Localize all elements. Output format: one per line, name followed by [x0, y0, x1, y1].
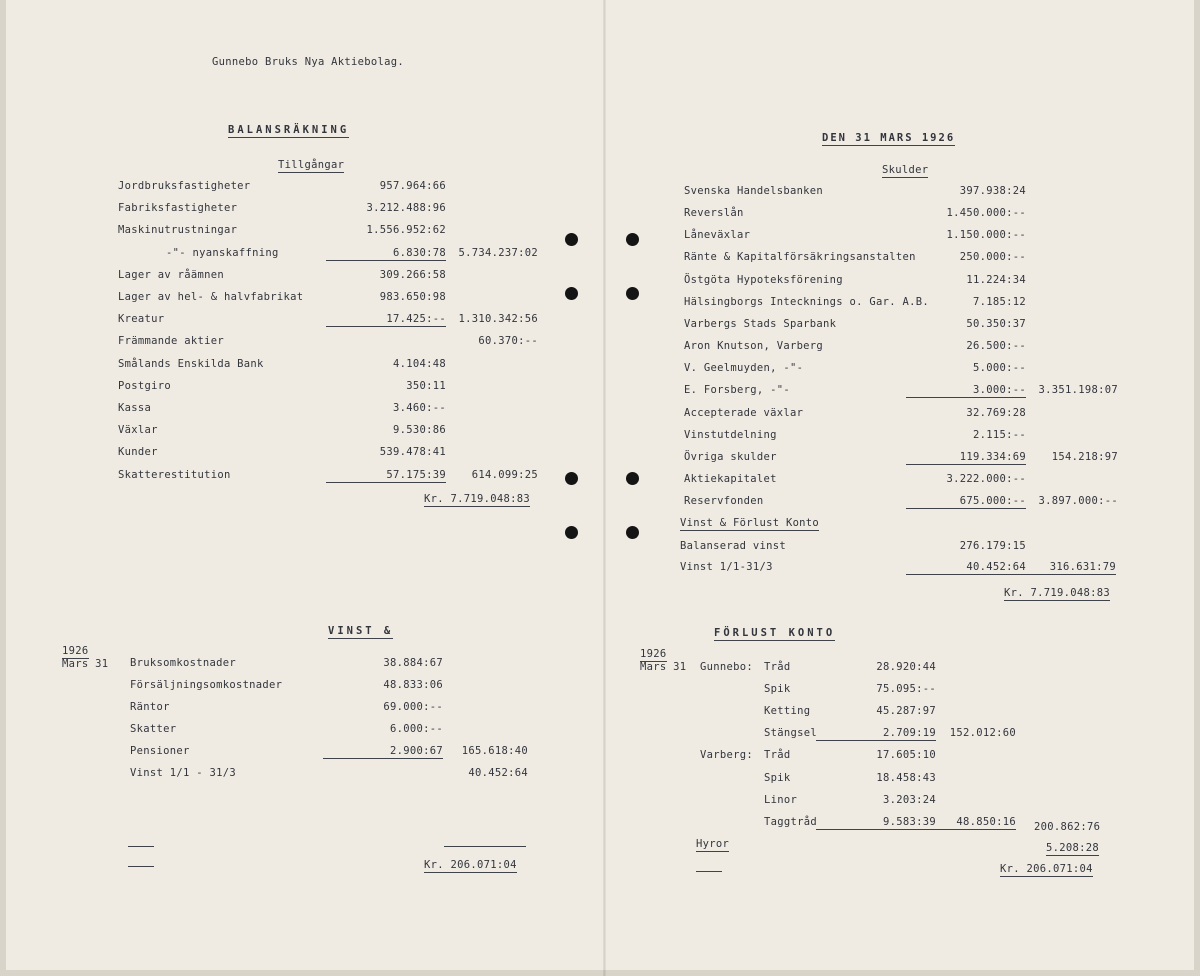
- costs-grand-total: Kr. 206.071:04: [424, 859, 517, 871]
- liability-label: Aron Knutson, Varberg: [684, 340, 824, 352]
- assets-heading: Tillgångar: [278, 159, 345, 171]
- cost-amount: 38.884:67: [383, 657, 443, 669]
- pl-date-left: Mars 31: [62, 658, 109, 670]
- page-fold: [603, 0, 606, 976]
- income-amount: 17.605:10: [876, 749, 936, 761]
- punch-hole: [626, 233, 639, 246]
- cost-label: Pensioner: [130, 745, 190, 757]
- liability-total: 154.218:97: [1051, 451, 1118, 463]
- punch-hole: [565, 287, 578, 300]
- income-subtotal: 152.012:60: [949, 727, 1016, 739]
- liability-amount: 1.450.000:--: [946, 207, 1026, 219]
- liability-amount: 3.222.000:--: [946, 473, 1026, 485]
- pl-title-left: VINST &: [328, 625, 394, 637]
- punch-hole: [626, 472, 639, 485]
- punch-hole: [626, 287, 639, 300]
- balance-date: DEN 31 MARS 1926: [822, 132, 956, 144]
- liability-amount: 397.938:24: [959, 185, 1026, 197]
- liability-label: Låneväxlar: [684, 229, 751, 241]
- punch-hole: [565, 233, 578, 246]
- cost-label: Räntor: [130, 701, 170, 713]
- asset-total: 60.370:--: [478, 335, 538, 347]
- income-amount: 45.287:97: [876, 705, 936, 717]
- liability-amount: 3.000:--: [906, 384, 1026, 398]
- liability-amount: 119.334:69: [906, 451, 1026, 465]
- cost-amount: 48.833:06: [383, 679, 443, 691]
- asset-label: Kunder: [118, 446, 158, 458]
- profit-label: Vinst 1/1-31/3: [680, 561, 773, 573]
- income-amount: 75.095:--: [876, 683, 936, 695]
- pl-title-right: FÖRLUST KONTO: [714, 627, 836, 639]
- asset-label: Smålands Enskilda Bank: [118, 358, 264, 370]
- liability-label: Svenska Handelsbanken: [684, 185, 824, 197]
- cost-amount: 69.000:--: [383, 701, 443, 713]
- income-item: Tråd: [764, 661, 791, 673]
- asset-amount: 3.460:--: [393, 402, 446, 414]
- liability-label: Reservfonden: [684, 495, 764, 507]
- income-item: Linor: [764, 794, 798, 806]
- liability-amount: 32.769:28: [966, 407, 1026, 419]
- profit-amount: 276.179:15: [959, 540, 1026, 552]
- pl-date-right: Mars 31: [640, 661, 687, 673]
- company-name: Gunnebo Bruks Nya Aktiebolag.: [212, 56, 405, 68]
- asset-amount: 309.266:58: [379, 269, 446, 281]
- punch-hole: [565, 472, 578, 485]
- liability-label: V. Geelmuyden, -"-: [684, 362, 804, 374]
- asset-label: Främmande aktier: [118, 335, 224, 347]
- liability-label: E. Forsberg, -"-: [684, 384, 790, 396]
- page-edge-right: [1194, 0, 1200, 976]
- income-item: Stängsel: [764, 727, 817, 739]
- asset-amount: 9.530:86: [393, 424, 446, 436]
- cost-label: Skatter: [130, 723, 177, 735]
- income-item: Taggtråd: [764, 816, 817, 828]
- asset-label: Lager av råämnen: [118, 269, 224, 281]
- liability-label: Östgöta Hypoteksförening: [684, 274, 843, 286]
- liability-label: Accepterade växlar: [684, 407, 804, 419]
- liability-label: Hälsingborgs Intecknings o. Gar. A.B.: [684, 296, 929, 308]
- asset-amount: 350:11: [406, 380, 446, 392]
- income-item: Spik: [764, 772, 791, 784]
- liability-amount: 675.000:--: [906, 495, 1026, 509]
- cost-total: 165.618:40: [461, 745, 528, 757]
- asset-amount: 957.964:66: [379, 180, 446, 192]
- asset-label: Skatterestitution: [118, 469, 231, 481]
- income-place: Varberg:: [700, 749, 753, 761]
- liability-amount: 11.224:34: [966, 274, 1026, 286]
- liabilities-grand-total: Kr. 7.719.048:83: [1004, 587, 1110, 599]
- asset-label: Jordbruksfastigheter: [118, 180, 251, 192]
- asset-amount: 6.830:78: [326, 247, 446, 261]
- page-edge-left: [0, 0, 6, 976]
- cost-label: Försäljningsomkostnader: [130, 679, 283, 691]
- asset-label: Maskinutrustningar: [118, 224, 238, 236]
- asset-amount: 1.556.952:62: [366, 224, 446, 236]
- income-item: Tråd: [764, 749, 791, 761]
- liability-amount: 26.500:--: [966, 340, 1026, 352]
- income-amount: 18.458:43: [876, 772, 936, 784]
- liability-amount: 7.185:12: [973, 296, 1026, 308]
- asset-amount: 57.175:39: [326, 469, 446, 483]
- cost-amount: 2.900:67: [323, 745, 443, 759]
- asset-amount: 3.212.488:96: [366, 202, 446, 214]
- income-amount: 28.920:44: [876, 661, 936, 673]
- income-total: 200.862:76: [1034, 821, 1101, 833]
- income-amount: 2.709:19: [816, 727, 936, 741]
- closing-dash: [444, 846, 526, 847]
- liability-label: Varbergs Stads Sparbank: [684, 318, 837, 330]
- income-grand-total: Kr. 206.071:04: [1000, 863, 1093, 875]
- asset-total: 1.310.342:56: [458, 313, 538, 325]
- liability-total: 3.351.198:07: [1038, 384, 1118, 396]
- balance-title: BALANSRÄKNING: [228, 124, 350, 136]
- closing-dash: [696, 871, 722, 872]
- asset-label: Kassa: [118, 402, 152, 414]
- liability-amount: 2.115:--: [973, 429, 1026, 441]
- income-item: Ketting: [764, 705, 811, 717]
- liability-amount: 50.350:37: [966, 318, 1026, 330]
- profit-amount: 40.452:64: [906, 561, 1026, 575]
- closing-dash: [128, 866, 154, 867]
- asset-label: Lager av hel- & halvfabrikat: [118, 291, 304, 303]
- cost-label: Bruksomkostnader: [130, 657, 236, 669]
- hyror-amount: 5.208:28: [1046, 842, 1099, 854]
- cost-amount: 6.000:--: [390, 723, 443, 735]
- liability-amount: 5.000:--: [973, 362, 1026, 374]
- asset-label: Växlar: [118, 424, 158, 436]
- liability-label: Ränte & Kapitalförsäkringsanstalten: [684, 251, 916, 263]
- punch-hole: [626, 526, 639, 539]
- income-place: Gunnebo:: [700, 661, 753, 673]
- asset-amount: 539.478:41: [379, 446, 446, 458]
- income-item: Spik: [764, 683, 791, 695]
- cost-label: Vinst 1/1 - 31/3: [130, 767, 236, 779]
- liability-total: 3.897.000:--: [1038, 495, 1118, 507]
- page-edge-bottom: [0, 970, 1200, 976]
- liability-amount: 250.000:--: [959, 251, 1026, 263]
- cost-total: 40.452:64: [468, 767, 528, 779]
- assets-grand-total: Kr. 7.719.048:83: [424, 493, 530, 505]
- profit-heading: Vinst & Förlust Konto: [680, 517, 820, 529]
- asset-total: 5.734.237:02: [458, 247, 538, 259]
- liabilities-heading: Skulder: [882, 164, 929, 176]
- income-amount: 3.203:24: [883, 794, 936, 806]
- pl-year-right: 1926: [640, 648, 667, 660]
- asset-label: Postgiro: [118, 380, 171, 392]
- asset-amount: 983.650:98: [379, 291, 446, 303]
- punch-hole: [565, 526, 578, 539]
- closing-dash: [128, 846, 154, 847]
- asset-total: 614.099:25: [471, 469, 538, 481]
- liability-label: Reverslån: [684, 207, 744, 219]
- liability-label: Aktiekapitalet: [684, 473, 777, 485]
- hyror-label: Hyror: [696, 838, 730, 850]
- asset-label: -"- nyanskaffning: [166, 247, 279, 259]
- asset-amount: 17.425:--: [326, 313, 446, 327]
- liability-label: Övriga skulder: [684, 451, 777, 463]
- asset-label: Kreatur: [118, 313, 165, 325]
- asset-label: Fabriksfastigheter: [118, 202, 238, 214]
- income-amount: 9.583:39: [816, 816, 936, 830]
- pl-year-left: 1926: [62, 645, 89, 657]
- profit-label: Balanserad vinst: [680, 540, 786, 552]
- liability-amount: 1.150.000:--: [946, 229, 1026, 241]
- asset-amount: 4.104:48: [393, 358, 446, 370]
- income-subtotal: 48.850:16: [896, 816, 1016, 830]
- liability-label: Vinstutdelning: [684, 429, 777, 441]
- profit-total: 316.631:79: [996, 561, 1116, 575]
